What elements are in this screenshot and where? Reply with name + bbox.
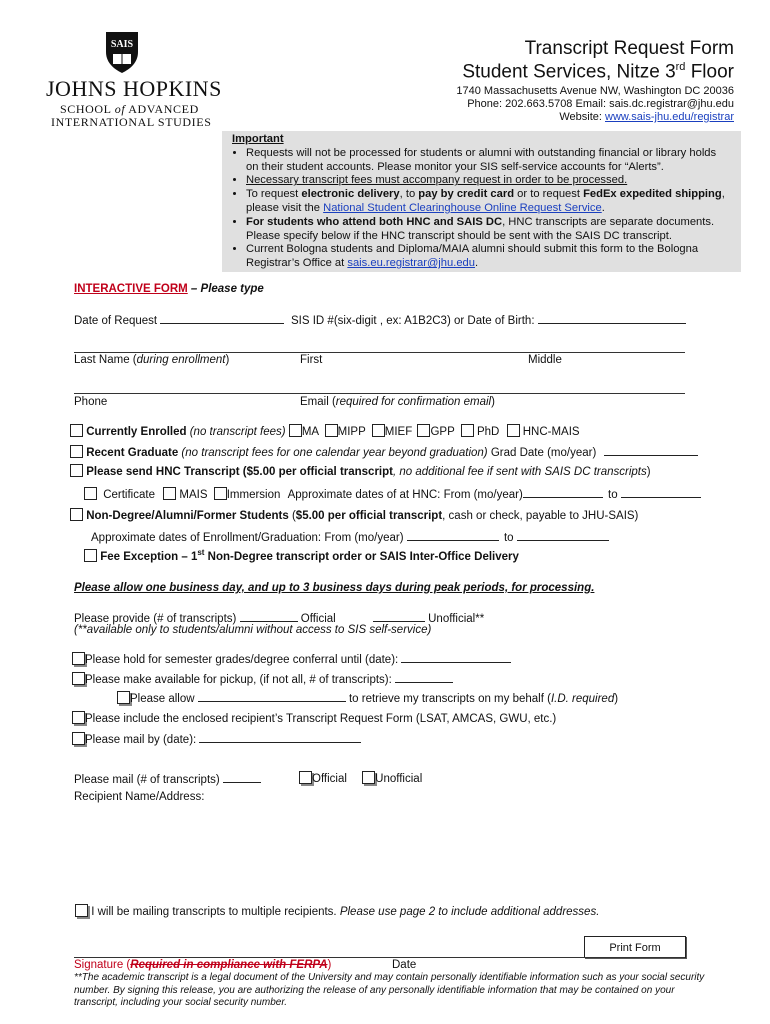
hnc-program-row: Certificate MAIS Immersion Approximate dates of at HNC: From (mo/year) to xyxy=(84,486,701,501)
date-of-request-row: Date of Request xyxy=(74,312,284,327)
enclosed-form-row: Please include the enclosed recipient’s Transcript Request Form (LSAT, AMCAS, GWU, etc.) xyxy=(72,711,556,725)
program-mipp-checkbox[interactable] xyxy=(325,424,338,437)
signature-line[interactable] xyxy=(74,957,685,958)
enroll-from-field[interactable] xyxy=(407,529,499,541)
school-name-line1: SCHOOL of ADVANCED xyxy=(60,102,199,116)
notice-fees: • Necessary transcript fees must accompany request in order to be processed. xyxy=(246,174,731,188)
hold-grades-row: Please hold for semester grades/degree conferral until (date): xyxy=(72,651,511,666)
sais-shield-icon xyxy=(104,30,140,74)
contact-field-line[interactable] xyxy=(74,393,685,394)
enclosed-form-checkbox[interactable] xyxy=(72,711,85,724)
hnc-from-field[interactable] xyxy=(523,486,603,498)
date-of-request-field[interactable] xyxy=(160,312,284,324)
mail-by-checkbox[interactable] xyxy=(72,732,85,745)
program-hnc-mais-checkbox[interactable] xyxy=(507,424,520,437)
grad-date-field[interactable] xyxy=(604,444,698,456)
enroll-to-field[interactable] xyxy=(517,529,609,541)
last-name-label: Last Name (during enrollment) xyxy=(74,354,230,366)
hnc-to-field[interactable] xyxy=(621,486,701,498)
processing-notice: Please allow one business day, and up to 3 business days during peak periods, for processing. xyxy=(74,582,595,594)
interactive-form-heading: INTERACTIVE FORM – Please type xyxy=(74,283,264,295)
immersion-checkbox[interactable] xyxy=(214,487,227,500)
shield-text: SAIS xyxy=(110,39,134,50)
mail-type-row: Official Unofficial xyxy=(299,771,422,785)
program-phd-checkbox[interactable] xyxy=(461,424,474,437)
recent-graduate-row: Recent Graduate (no transcript fees for one calendar year beyond graduation) Grad Date (mo/year) xyxy=(70,444,698,459)
recipient-label: Recipient Name/Address: xyxy=(74,791,205,803)
hnc-transcript-checkbox[interactable] xyxy=(70,464,83,477)
name-field-line[interactable] xyxy=(74,352,685,353)
sis-id-field[interactable] xyxy=(538,312,686,324)
office-address: 1740 Massachusetts Avenue NW, Washington DC 20036 xyxy=(456,85,734,97)
official-count-field[interactable] xyxy=(240,610,298,622)
non-degree-row: Non-Degree/Alumni/Former Students ($5.00 per official transcript, cash or check, payable to JHU-SAIS) xyxy=(70,508,638,522)
allow-retrieve-row: Please allow to retrieve my transcripts on my behalf (I.D. required) xyxy=(117,690,618,705)
enrollment-dates-row: Approximate dates of Enrollment/Graduation: From (mo/year) to xyxy=(91,529,609,544)
mail-by-row: Please mail by (date): xyxy=(72,731,361,746)
phone-label: Phone xyxy=(74,396,108,408)
mail-count-row: Please mail (# of transcripts) xyxy=(74,771,261,786)
date-label: Date xyxy=(392,959,417,971)
pickup-count-field[interactable] xyxy=(395,671,453,683)
currently-enrolled-row: Currently Enrolled (no transcript fees) MA MIPP MIEF GPP PhD HNC-MAIS xyxy=(70,424,580,438)
important-notice xyxy=(222,131,741,272)
currently-enrolled-checkbox[interactable] xyxy=(70,424,83,437)
first-name-label: First xyxy=(300,354,323,366)
multiple-recipients-checkbox[interactable] xyxy=(75,904,88,917)
signature-label: Signature (Required in compliance with FERPA) xyxy=(74,959,332,971)
pickup-checkbox[interactable] xyxy=(72,672,85,685)
office-website: Website: www.sais-jhu.edu/registrar xyxy=(559,111,734,123)
pickup-row: Please make available for pickup, (if not all, # of transcripts): xyxy=(72,671,453,686)
page-title: Transcript Request Form xyxy=(524,38,734,59)
notice-electronic: • To request electronic delivery, to pay by credit card or to request FedEx expedited shipping, please visit the National Student Clearinghouse Online Request Service. xyxy=(246,188,731,216)
recipient-address-field[interactable] xyxy=(74,808,685,896)
email-label: Email (required for confirmation email) xyxy=(300,396,495,408)
certificate-checkbox[interactable] xyxy=(84,487,97,500)
sis-id-row: SIS ID #(six-digit , ex: A1B2C3) or Date of Birth: xyxy=(291,312,686,327)
unofficial-count-field[interactable] xyxy=(373,610,425,622)
school-name-line2: INTERNATIONAL STUDIES xyxy=(51,115,212,129)
mail-unofficial-checkbox[interactable] xyxy=(362,771,375,784)
website-link[interactable]: www.sais-jhu.edu/registrar xyxy=(605,111,734,123)
hold-grades-checkbox[interactable] xyxy=(72,652,85,665)
middle-name-label: Middle xyxy=(528,354,562,366)
mail-count-field[interactable] xyxy=(223,771,261,783)
hnc-transcript-row: Please send HNC Transcript ($5.00 per official transcript, no additional fee if sent with SAIS DC transcripts) xyxy=(70,464,651,478)
hold-date-field[interactable] xyxy=(401,651,511,663)
fee-exception-checkbox[interactable] xyxy=(84,549,97,562)
bologna-email-link[interactable]: sais.eu.registrar@jhu.edu xyxy=(347,257,476,270)
notice-holds: • Requests will not be processed for students or alumni with outstanding financial or library holds on their student accounts. Please monitor your SIS self-service accounts for “Alerts”. xyxy=(246,147,731,175)
recent-graduate-checkbox[interactable] xyxy=(70,445,83,458)
mail-official-checkbox[interactable] xyxy=(299,771,312,784)
important-heading: Important xyxy=(232,133,284,145)
mail-by-date-field[interactable] xyxy=(199,731,361,743)
multiple-recipients-row: I will be mailing transcripts to multiple recipients. Please use page 2 to include additional addresses. xyxy=(75,904,599,918)
fee-exception-row: Fee Exception – 1st Non-Degree transcript order or SAIS Inter-Office Delivery xyxy=(84,548,519,563)
program-mief-checkbox[interactable] xyxy=(372,424,385,437)
print-form-button[interactable]: Print Form xyxy=(584,936,686,958)
office-phone-email: Phone: 202.663.5708 Email: sais.dc.registrar@jhu.edu xyxy=(467,98,734,110)
program-gpp-checkbox[interactable] xyxy=(417,424,430,437)
notice-bologna: • Current Bologna students and Diploma/MAIA alumni should submit this form to the Bologna Registrar’s Office at sais.eu.registrar@jhu.edu. xyxy=(246,243,731,271)
university-name: JOHNS HOPKINS xyxy=(46,76,222,101)
notice-hnc: • For students who attend both HNC and SAIS DC, HNC transcripts are separate documents. Please specify below if the HNC transcript should be sent with the SAIS DC transcript. xyxy=(246,216,731,244)
provide-count-row: Please provide (# of transcripts) Official Unofficial** xyxy=(74,610,484,625)
program-ma-checkbox[interactable] xyxy=(289,424,302,437)
ferpa-footnote: **The academic transcript is a legal document of the University and may contain personally identifiable information such as your social security number. By signing this release, you are authorizing the release of any personally identifiable information that may be contained on your transcript, including your social security number. xyxy=(74,972,705,1008)
allow-retrieve-checkbox[interactable] xyxy=(117,691,130,704)
authorized-person-field[interactable] xyxy=(198,690,346,702)
clearinghouse-link[interactable]: National Student Clearinghouse Online Request Service xyxy=(323,201,602,214)
unofficial-note: (**available only to students/alumni without access to SIS self-service) xyxy=(74,624,432,636)
page-subtitle: Student Services, Nitze 3rd Floor xyxy=(462,61,734,83)
non-degree-checkbox[interactable] xyxy=(70,508,83,521)
mais-checkbox[interactable] xyxy=(163,487,176,500)
